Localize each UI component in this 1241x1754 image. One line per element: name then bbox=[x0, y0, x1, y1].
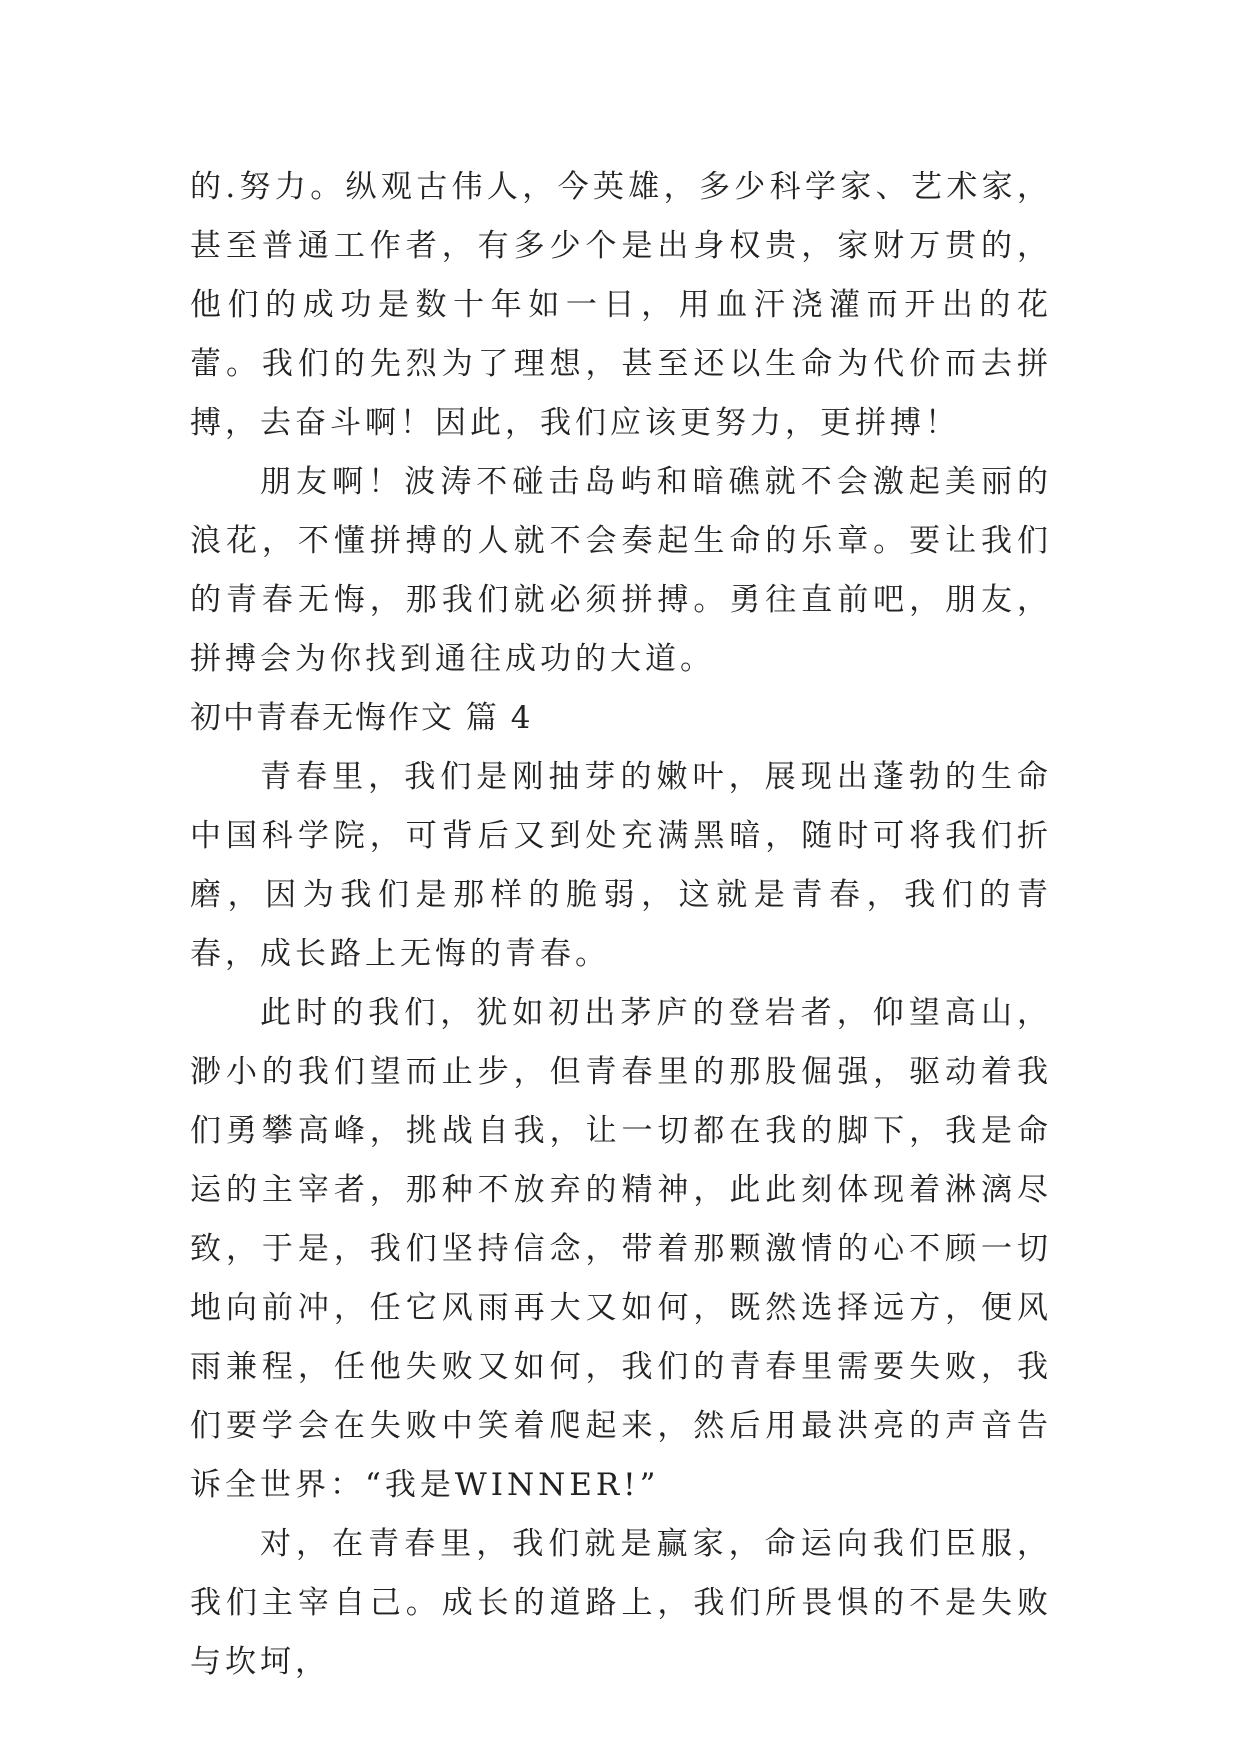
paragraph-2: 朋友啊！波涛不碰击岛屿和暗礁就不会激起美丽的浪花，不懂拼搏的人就不会奏起生命的乐章。要让我们的青春无悔，那我们就必须拼搏。勇往直前吧，朋友，拼搏会为你找到通往成功的大道。 bbox=[190, 464, 1052, 677]
paragraph-1: 的.努力。纵观古伟人，今英雄，多少科学家、艺术家，甚至普通工作者，有多少个是出身权贵，家财万贯的，他们的成功是数十年如一日，用血汗浇灌而开出的花蕾。我们的先烈为了理想，甚至还以生命为代价而去拼搏，去奋斗啊！因此，我们应该更努力，更拼搏！ bbox=[190, 169, 1052, 441]
section-heading: 初中青春无悔作文 篇 4 bbox=[190, 700, 533, 736]
paragraph-4: 此时的我们，犹如初出茅庐的登岩者，仰望高山，渺小的我们望而止步，但青春里的那股倔强，驱动着我们勇攀高峰，挑战自我，让一切都在我的脚下，我是命运的主宰者，那种不放弃的精神，此此刻体现着淋漓尽致，于是，我们坚持信念，带着那颗激情的心不顾一切地向前冲，任它风雨再大又如何，既然选择远方，便风雨兼程，任他失败又如何，我们的青春里需要失败，我们要学会在失败中笑着爬起来，然后用最洪亮的声音告诉全世界：“我是WINNER!” bbox=[190, 995, 1052, 1503]
essay-body bbox=[190, 158, 1052, 1692]
paragraph-3: 青春里，我们是刚抽芽的嫩叶，展现出蓬勃的生命中国科学院，可背后又到处充满黑暗，随时可将我们折磨，因为我们是那样的脆弱，这就是青春，我们的青春，成长路上无悔的青春。 bbox=[190, 759, 1052, 972]
paragraph-5: 对，在青春里，我们就是赢家，命运向我们臣服，我们主宰自己。成长的道路上，我们所畏惧的不是失败与坎坷， bbox=[190, 1526, 1052, 1680]
